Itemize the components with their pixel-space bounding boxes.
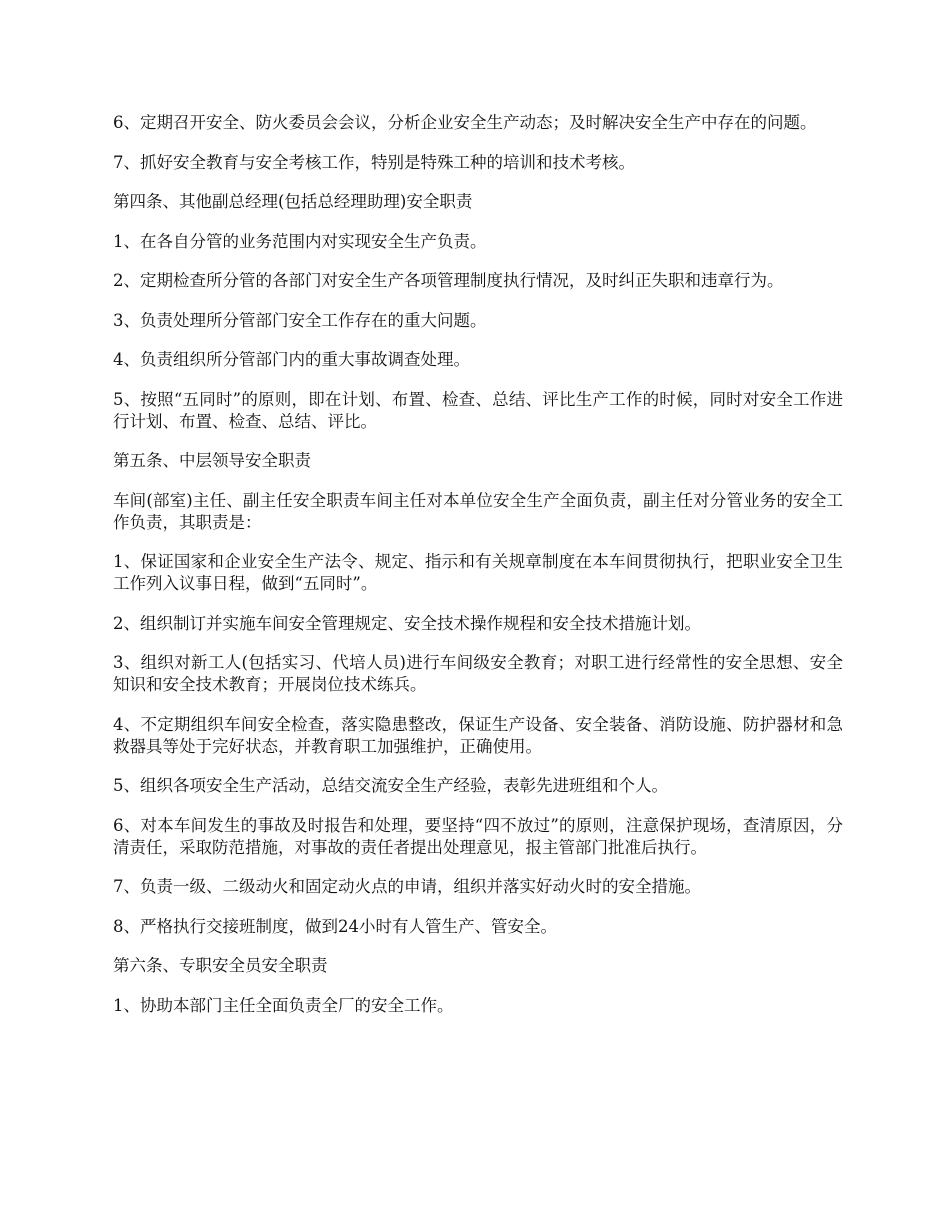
paragraph-article4-item-1: 1、在各自分管的业务范围内对实现安全生产负责。 (113, 231, 487, 251)
paragraph-article4-item-2: 2、定期检查所分管的各部门对安全生产各项管理制度执行情况，及时纠正失职和违章行为。 (113, 271, 784, 290)
paragraph-article6-item-1: 1、协助本部门主任全面负责全厂的安全工作。 (113, 995, 454, 1015)
section-heading-article-5: 第五条、中层领导安全职责 (113, 451, 311, 470)
paragraph-article5-item-1: 1、保证国家和企业安全生产法令、规定、指示和有关规章制度在本车间贯彻执行，把职业安全卫生工作列入议事日程，做到“五同时”。 (113, 552, 843, 593)
paragraph-article5-item-2: 2、组织制订并实施车间安全管理规定、安全技术操作规程和安全技术措施计划。 (113, 613, 701, 633)
paragraph-7-safety-education: 7、抓好安全教育与安全考核工作，特别是特殊工种的培训和技术考核。 (113, 152, 635, 172)
paragraph-article5-item-7: 7、负责一级、二级动火和固定动火点的申请，组织并落实好动火时的安全措施。 (113, 877, 701, 896)
paragraph-article5-item-5: 5、组织各项安全生产活动，总结交流安全生产经验，表彰先进班组和个人。 (113, 776, 668, 795)
paragraph-article5-item-4: 4、不定期组织车间安全检查，落实隐患整改，保证生产设备、安全装备、消防设施、防护器材和急救器具等处于完好状态，并教育职工加强维护，正确使用。 (113, 714, 843, 756)
paragraph-article5-intro: 车间(部室)主任、副主任安全职责车间主任对本单位安全生产全面负责，副主任对分管业务的安全工作负责，其职责是： (113, 490, 843, 532)
paragraph-article4-item-4: 4、负责组织所分管部门内的重大事故调查处理。 (113, 350, 470, 369)
paragraph-article4-item-3: 3、负责处理所分管部门安全工作存在的重大问题。 (113, 310, 487, 330)
paragraph-article4-item-5: 5、按照“五同时”的原则，即在计划、布置、检查、总结、评比生产工作的时候，同时对安全工作进行计划、布置、检查、总结、评比。 (113, 389, 843, 431)
paragraph-article5-item-8: 8、严格执行交接班制度，做到24小时有人管生产、管安全。 (113, 916, 557, 936)
document-body (113, 112, 843, 1034)
paragraph-article5-item-6: 6、对本车间发生的事故及时报告和处理，要坚持“四不放过”的原则，注意保护现场，查清原因，分清责任，采取防范措施，对事故的责任者提出处理意见，报主管部门批准后执行。 (113, 815, 843, 857)
paragraph-article5-item-3: 3、组织对新工人(包括实习、代培人员)进行车间级安全教育；对职工进行经常性的安全思想、安全知识和安全技术教育；开展岗位技术练兵。 (113, 653, 843, 694)
paragraph-6-safety-meeting: 6、定期召开安全、防火委员会会议，分析企业安全生产动态；及时解决安全生产中存在的问题。 (113, 113, 817, 132)
section-heading-article-6: 第六条、专职安全员安全职责 (113, 956, 328, 975)
section-heading-article-4: 第四条、其他副总经理(包括总经理助理)安全职责 (113, 192, 473, 211)
